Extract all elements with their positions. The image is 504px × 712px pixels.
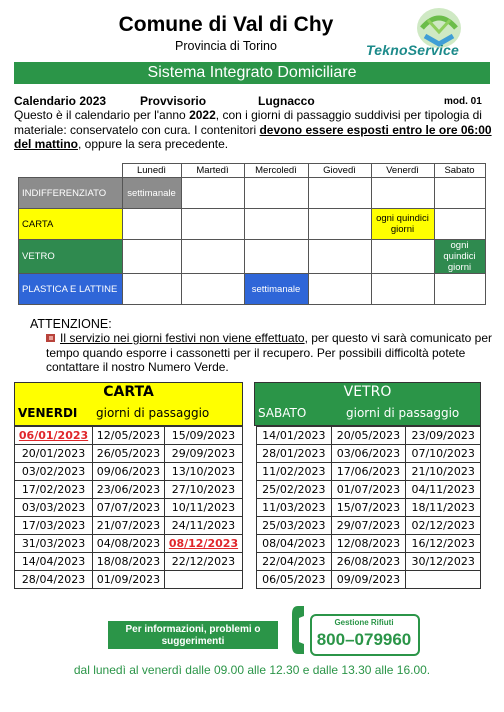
attention-title: ATTENZIONE:: [30, 317, 112, 331]
schedule-cell: [308, 209, 371, 240]
schedule-cell: [181, 240, 244, 274]
date-cell: 14/04/2023: [15, 553, 93, 571]
location-label: Lugnacco: [258, 94, 315, 108]
page-subtitle: Provincia di Torino: [175, 39, 277, 53]
carta-title: CARTA: [103, 384, 154, 400]
vetro-title: VETRO: [343, 384, 392, 400]
date-cell: 17/06/2023: [331, 463, 406, 481]
date-cell: 17/02/2023: [15, 481, 93, 499]
date-cell: 10/11/2023: [164, 499, 242, 517]
attention-text: Il servizio nei giorni festivi non viene effettuato, per questo vi sarà comunicato per tempo quando esporre i cassonetti per il recupero. Per possibili difficoltà potete contattare il nostro Numero Verde.: [46, 331, 493, 374]
schedule-cell: [122, 240, 181, 274]
date-cell: 03/06/2023: [331, 445, 406, 463]
info-box: Per informazioni, problemi o suggerimenti: [108, 621, 278, 649]
mod-label: mod. 01: [444, 96, 482, 107]
calendar-year-label: Calendario 2023: [14, 94, 107, 108]
date-cell: 03/02/2023: [15, 463, 93, 481]
date-cell: 15/09/2023: [164, 427, 242, 445]
schedule-cell: [181, 274, 244, 305]
date-cell: 23/06/2023: [93, 481, 165, 499]
table-row: [257, 517, 481, 535]
table-row: [15, 481, 243, 499]
date-cell: [164, 571, 242, 589]
schedule-cell: [434, 178, 485, 209]
date-cell: 01/09/2023: [93, 571, 165, 589]
date-cell: 18/08/2023: [93, 553, 165, 571]
date-cell: 11/03/2023: [257, 499, 332, 517]
description-text: Questo è il calendario per l'anno 2022, con i giorni di passaggio suddivisi per tipologia di materiale: conservatelo con cura. I contenitori devono essere esposti entro le ore 06:00 del mattino, oppure la sera precedente.: [14, 108, 492, 151]
date-cell: 25/03/2023: [257, 517, 332, 535]
schedule-cell: ogni quindici giorni: [434, 240, 485, 274]
weekly-schedule-table: [18, 163, 486, 305]
schedule-cell: [308, 240, 371, 274]
date-cell: 04/08/2023: [93, 535, 165, 553]
schedule-cell: [371, 274, 434, 305]
table-row: [257, 553, 481, 571]
schedule-cell: [308, 178, 371, 209]
date-cell: 03/03/2023: [15, 499, 93, 517]
schedule-cell: [434, 274, 485, 305]
schedule-cell: [371, 178, 434, 209]
table-row: [257, 445, 481, 463]
date-cell: 31/03/2023: [15, 535, 93, 553]
table-row: [15, 553, 243, 571]
table-row: [257, 481, 481, 499]
date-cell: 26/08/2023: [331, 553, 406, 571]
date-cell: 16/12/2023: [406, 535, 481, 553]
schedule-cell: ogni quindici giorni: [371, 209, 434, 240]
schedule-cell: [371, 240, 434, 274]
table-row: [15, 571, 243, 589]
date-cell: 07/10/2023: [406, 445, 481, 463]
date-cell: 06/05/2023: [257, 571, 332, 589]
date-cell: 23/09/2023: [406, 427, 481, 445]
phone-number[interactable]: 800–079960: [316, 630, 412, 649]
date-cell: 12/08/2023: [331, 535, 406, 553]
day-header: Venerdì: [371, 164, 434, 178]
date-cell: 25/02/2023: [257, 481, 332, 499]
day-header: Lunedì: [122, 164, 181, 178]
vetro-dates-table: [256, 426, 481, 589]
table-row: [257, 427, 481, 445]
date-cell: 21/07/2023: [93, 517, 165, 535]
schedule-cell: [308, 274, 371, 305]
date-cell: 17/03/2023: [15, 517, 93, 535]
schedule-cell: [244, 178, 308, 209]
date-cell: 21/10/2023: [406, 463, 481, 481]
status-label: Provvisorio: [140, 94, 207, 108]
date-cell: 26/05/2023: [93, 445, 165, 463]
waste-type-label: CARTA: [19, 209, 123, 240]
carta-dates-table: [14, 426, 243, 589]
schedule-cell: [244, 240, 308, 274]
schedule-cell: [434, 209, 485, 240]
vetro-day: SABATO: [258, 406, 307, 420]
date-cell: 12/05/2023: [93, 427, 165, 445]
date-cell: 28/01/2023: [257, 445, 332, 463]
page-title: Comune di Val di Chy: [118, 13, 334, 36]
office-hours: dal lunedì al venerdì dalle 09.00 alle 12.30 e dalle 13.30 alle 16.00.: [73, 663, 431, 677]
day-header: Mercoledì: [244, 164, 308, 178]
date-cell: 29/09/2023: [164, 445, 242, 463]
date-cell: 28/04/2023: [15, 571, 93, 589]
date-cell: 06/01/2023: [15, 427, 93, 445]
day-header: Giovedì: [308, 164, 371, 178]
table-row: [257, 499, 481, 517]
day-header: Sabato: [434, 164, 485, 178]
schedule-cell: [181, 178, 244, 209]
date-cell: 20/01/2023: [15, 445, 93, 463]
date-cell: 22/12/2023: [164, 553, 242, 571]
logo-text: TeknoService: [366, 42, 459, 58]
waste-type-label: INDIFFERENZIATO: [19, 178, 123, 209]
date-cell: 30/12/2023: [406, 553, 481, 571]
date-cell: 24/11/2023: [164, 517, 242, 535]
schedule-cell: [122, 209, 181, 240]
table-row: [15, 499, 243, 517]
table-row: [15, 535, 243, 553]
date-cell: 29/07/2023: [331, 517, 406, 535]
banner-title: Sistema Integrato Domiciliare: [14, 62, 490, 84]
date-cell: 11/02/2023: [257, 463, 332, 481]
date-cell: 09/09/2023: [331, 571, 406, 589]
table-row: [257, 463, 481, 481]
date-cell: 20/05/2023: [331, 427, 406, 445]
table-row: [15, 427, 243, 445]
day-header: Martedì: [181, 164, 244, 178]
date-cell: 15/07/2023: [331, 499, 406, 517]
table-row: [257, 571, 481, 589]
date-cell: 07/07/2023: [93, 499, 165, 517]
date-cell: 14/01/2023: [257, 427, 332, 445]
table-row: [15, 463, 243, 481]
date-cell: 27/10/2023: [164, 481, 242, 499]
table-row: [15, 445, 243, 463]
date-cell: 08/12/2023: [164, 535, 242, 553]
schedule-cell: [122, 274, 181, 305]
date-cell: [406, 571, 481, 589]
phone-label: Gestione Rifiuti: [334, 618, 394, 627]
waste-type-label: VETRO: [19, 240, 123, 274]
table-row: [15, 517, 243, 535]
schedule-cell: settimanale: [122, 178, 181, 209]
carta-day: VENERDI: [18, 406, 78, 420]
date-cell: 04/11/2023: [406, 481, 481, 499]
schedule-corner: [19, 164, 123, 178]
waste-type-label: PLASTICA E LATTINE: [19, 274, 123, 305]
schedule-cell: settimanale: [244, 274, 308, 305]
date-cell: 18/11/2023: [406, 499, 481, 517]
vetro-subtitle: giorni di passaggio: [346, 406, 460, 420]
date-cell: 13/10/2023: [164, 463, 242, 481]
date-cell: 09/06/2023: [93, 463, 165, 481]
date-cell: 02/12/2023: [406, 517, 481, 535]
table-row: [257, 535, 481, 553]
schedule-cell: [244, 209, 308, 240]
schedule-cell: [181, 209, 244, 240]
date-cell: 01/07/2023: [331, 481, 406, 499]
date-cell: 22/04/2023: [257, 553, 332, 571]
carta-subtitle: giorni di passaggio: [96, 406, 210, 420]
date-cell: 08/04/2023: [257, 535, 332, 553]
